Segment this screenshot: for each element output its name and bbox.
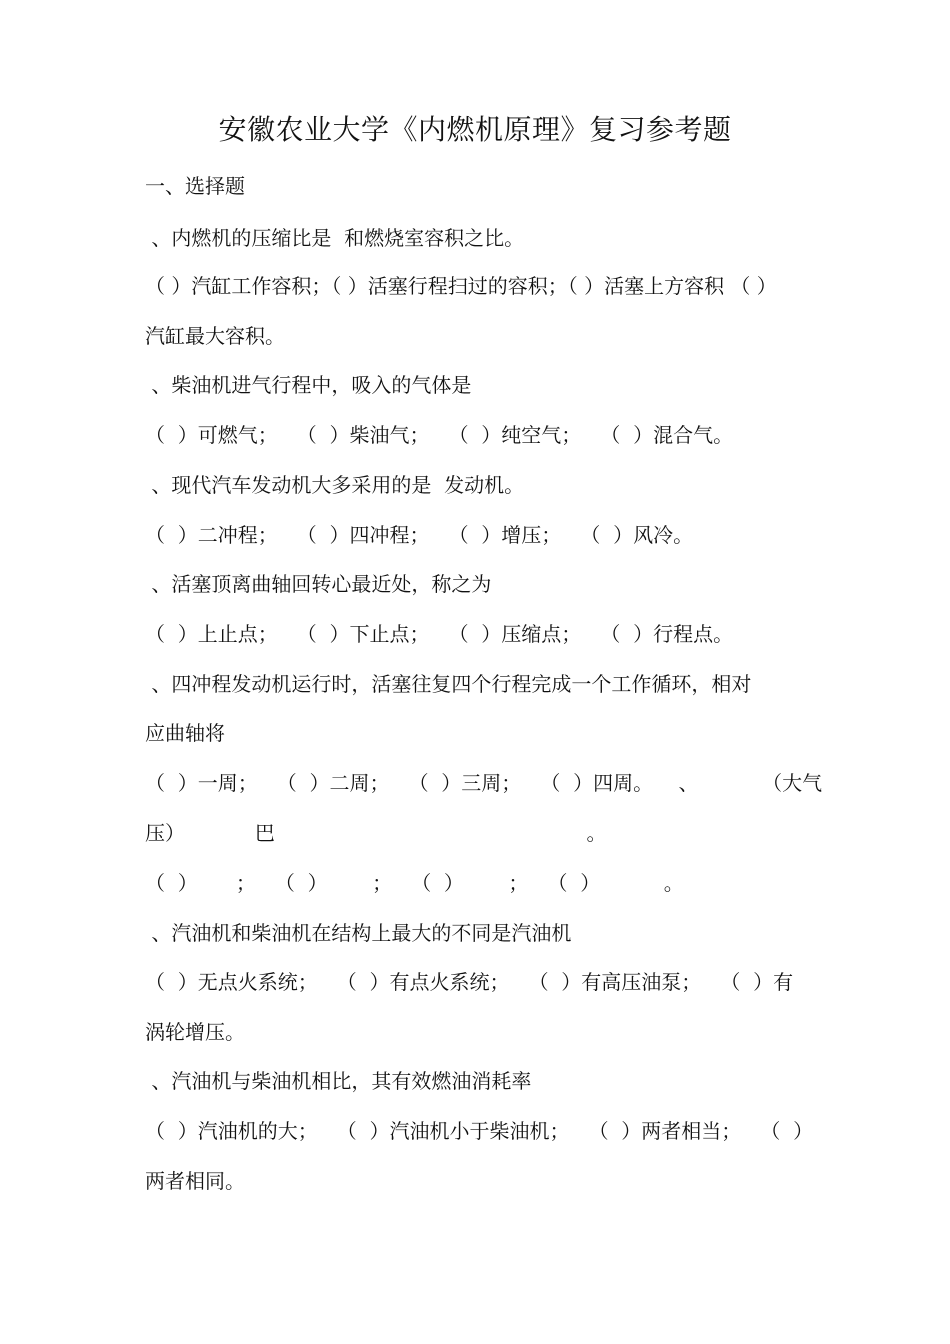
question-7-options-cont: 涡轮增压。 [145,1020,245,1044]
question-4-stem: 、活塞顶离曲轴回转心最近处，称之为 [145,572,492,596]
question-5-stem: 、四冲程发动机运行时，活塞往复四个行程完成一个工作循环，相对 [145,672,752,696]
question-8-options: （ ）汽油机的大； （ ）汽油机小于柴油机； （ ）两者相当； （ ） [145,1119,814,1143]
question-6-options: （ ） ； （ ） ； （ ） ； （ ） 。 [145,871,684,895]
question-8-stem: 、汽油机与柴油机相比，其有效燃油消耗率 [145,1069,532,1093]
question-4-options: （ ）上止点； （ ）下止点； （ ）压缩点； （ ）行程点。 [145,622,734,646]
question-7-options: （ ）无点火系统； （ ）有点火系统； （ ）有高压油泵； （ ）有 [145,970,794,994]
question-6-stem: 压） 巴 。 [145,821,607,845]
question-1-options: （ ）汽缸工作容积；（ ）活塞行程扫过的容积；（ ）活塞上方容积 （ ） [145,274,777,298]
question-2-options: （ ）可燃气； （ ）柴油气； （ ）纯空气； （ ）混合气。 [145,423,734,447]
question-5-options: （ ）一周； （ ）二周； （ ）三周； （ ）四周。 、 （大气 [145,771,823,795]
question-2-stem: 、柴油机进气行程中，吸入的气体是 [145,373,472,397]
question-1-options-cont: 汽缸最大容积。 [145,324,285,348]
section-heading: 一、选择题 [145,174,245,198]
question-3-options: （ ）二冲程； （ ）四冲程； （ ）增压； （ ）风冷。 [145,523,694,547]
question-8-options-cont: 两者相同。 [145,1169,245,1193]
question-3-stem: 、现代汽车发动机大多采用的是 发动机。 [145,473,525,497]
question-5-stem-cont: 应曲轴将 [145,721,225,745]
question-1-stem: 、内燃机的压缩比是 和燃烧室容积之比。 [145,226,525,250]
question-7-stem: 、汽油机和柴油机在结构上最大的不同是汽油机 [145,921,572,945]
page-title: 安徽农业大学《内燃机原理》复习参考题 [218,113,732,146]
